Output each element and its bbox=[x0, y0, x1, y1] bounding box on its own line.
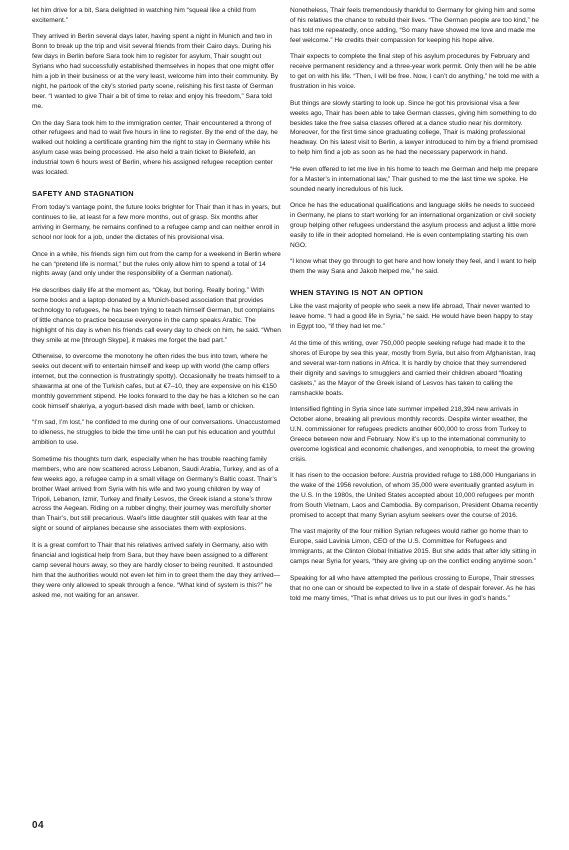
page-number: 04 bbox=[32, 820, 45, 831]
body-paragraph: From today’s vantage point, the future looks brighter for Thair than it has in years, but continues to lie, at least for a few more months, out of grasp. Six months after arriving in Germany, he remains confined to a refugee camp and can neither enroll in school nor look for a job, under the dictates of his provisional visa. bbox=[32, 204, 281, 242]
body-paragraph: “I know what they go through to get here and how lonely they feel, and I want to help them the way Sara and Jakob helped me,” he said. bbox=[290, 258, 537, 276]
body-paragraph: Once in a while, his friends sign him out from the camp for a weekend in Berlin where he can “pretend life is normal,” but the rules only allow him to spend a total of 14 nights away (and only under the responsibility of a German national). bbox=[32, 250, 281, 278]
body-paragraph: But things are slowly starting to look up. Since he got his provisional visa a few weeks ago, Thair has been able to take German classes, giving him something to do besides take the free salsa classes offered at a dance studio near his dormitory. Moreover, for the first time since graduating college, Thair is making professional headway. On his latest visit to Berlin, a lawyer introduced to him by a friend promised to help him find a job as soon as he had the necessary paperwork in hand. bbox=[290, 99, 538, 157]
section-heading-when-staying-is-not-an-option: WHEN STAYING IS NOT AN OPTION bbox=[290, 288, 424, 298]
section-heading-safety-and-stagnation: SAFETY AND STAGNATION bbox=[32, 189, 134, 199]
body-paragraph: On the day Sara took him to the immigration center, Thair encountered a throng of other refugees and had to wait five hours in line to register. By the end of the day, he walked out holding a certificate granting him the right to stay in Germany while his asylum case was being processed. He also held a train ticket to Bielefeld, an industrial town 6 hours west of Berlin, where his assigned refugee reception center was located. bbox=[32, 119, 278, 177]
body-paragraph: It is a great comfort to Thair that his relatives arrived safely in Germany, also with financial and logistical help from Sara, but they have been assigned to a different camp several hours away, so they are hardly closer to being reunited. It astounded him that the authorities would not even let him in to greet them the day they arrived—they were only allowed to speak through a fence. “What kind of system is this?” he asked me, not waiting for an answer. bbox=[32, 541, 281, 599]
body-paragraph: Thair expects to complete the final step of his asylum procedures by February and receive permanent residency and a three-year work permit. Only then will he be able to get on with his life. “Then, I will be free. Now, I can’t do anything,” he told me with a frustration in his voice. bbox=[290, 53, 539, 91]
body-paragraph: Once he has the educational qualifications and language skills he needs to succeed in Germany, he plans to start working for an international organization or civil society group helping other refugees understand the asylum process and adjust a little more easily to life in their adopted homeland. He is even contemplating starting his own NGO. bbox=[290, 202, 536, 250]
body-paragraph: Otherwise, to overcome the monotony he often rides the bus into town, where he seeks out decent wifi to entertain himself and keep up with world (the camp offers internet, but the connection is frustratingly spotty). Occasionally he treats himself to a shawarma at one of the Turkish cafes, but at €7–10, they are expensive on his €150 monthly government stipend. He looks forward to the day he has a kitchen so he can cook himself shakriya, a yogurt-based dish made with beef, lamb or chicken. bbox=[32, 353, 280, 410]
left-column bbox=[32, 6, 281, 607]
body-paragraph: Intensified fighting in Syria since late summer impelled 218,394 new arrivals in October alone, breaking all previous monthly records. Despite winter weather, the U.N. commissioner for refugees predicts another 600,000 to cross from Turkey to Greece between now and February. Now it’s up to the international community to overcome logistical and economic challenges, and xenophobia, to meet the growing crisis. bbox=[290, 405, 535, 463]
body-paragraph: They arrived in Berlin several days later, having spent a night in Munich and two in Bonn to break up the trip and visit several friends from their Cairo days. During his few days in Berlin before Sara took him to register for asylum, Thair sought out Syrians who had successfully established themselves in hopes that one might offer him a job in their business or at the very least, welcome him into their community. By night, he partook of the city’s storied party scene, relishing his first taste of German beer. “I wanted to give Thair a bit of time to relax and enjoy his freedom,” Sara told me. bbox=[32, 33, 279, 111]
body-paragraph: He describes daily life at the moment as, “Okay, but boring. Really boring.” With some books and a laptop donated by a Munich-based association that provides technology to refugees, he has been trying to teach himself German, but complains of little chance to practice because everyone in the camp speaks Arabic. The highlight of his day is when his friends call every day to check on him, he said. “When they smile at me [through Skype], it makes me forget the bad part.” bbox=[32, 286, 281, 344]
body-paragraph: Like the vast majority of people who seek a new life abroad, Thair never wanted to leave home. “I had a good life in Syria,” he said. He would have been happy to stay in Egypt too, “if they had let me.” bbox=[290, 303, 533, 331]
body-paragraph: Sometime his thoughts turn dark, especially when he has trouble reaching family members, who are now scattered across Lebanon, Saudi Arabia, Turkey, and as of a few weeks ago, a refugee camp in a small village on Germany’s Baltic coast. Thair’s brother Wael arrived from Syria with his wife and two young children by way of Tripoli, Lebanon, Izmir, Turkey and finally Lesvos, the Greek island a stone’s throw across the Aegean. Riding on a rubber dinghy, their journey was mercifully shorter than Thair’s, but still precarious. Wael’s little daughter still quakes with fear at the sight or sound of airplanes because she associates them with explosions. bbox=[32, 455, 279, 533]
body-paragraph: “He even offered to let me live in his home to teach me German and help me prepare for a Master’s in international law,” Thair gushed to me the last time we spoke. He sounded nearly incredulous of his luck. bbox=[290, 165, 539, 193]
body-paragraph: At the time of this writing, over 750,000 people seeking refuge had made it to the shores of Europe by sea this year, mostly from Syria, but also from Afghanistan, Iraq and several war-torn nations in Africa. It is hardly by choice that they surrendered their dignity and savings to smugglers and carried their children aboard “floating caskets,” as the Mayor of the Greek island of Lesvos has taken to calling the ramshackle boats. bbox=[290, 339, 536, 397]
body-paragraph: The vast majority of the four million Syrian refugees would rather go home than to Europe, said Lavinia Limon, CEO of the U.S. Committee for Refugees and Immigrants, at the Clinton Global Initiative 2015. But she adds that after idly sitting in camps near Syria for years, “they are giving up on the conflict ending anytime soon.” bbox=[290, 528, 537, 566]
body-paragraph: Speaking for all who have attempted the perilous crossing to Europe, Thair stresses that no one can or should be expected to live in a state of despair forever. As he has told me many times, “That is what drives us to put our lives in god’s hands.” bbox=[290, 574, 536, 602]
body-paragraph: Nonetheless, Thair feels tremendously thankful to Germany for giving him and some of his relatives the chance to rebuild their lives. “The German people are too kind,” he has told me repeatedly, once adding, “So many have showed me love and made me feel welcome.” He credits their compassion for keeping his hope alive. bbox=[290, 7, 539, 44]
body-paragraph: “I’m sad, I’m lost,” he confided to me during one of our conversations. Unaccustomed to idleness, he struggles to bide the time until he can put his education and youthful ambition to use. bbox=[32, 419, 281, 447]
body-paragraph: It has risen to the occasion before: Austria provided refuge to 188,000 Hungarians in the wake of the 1956 revolution, of whom 35,000 were eventually granted asylum in the U.S. In the 1980s, the United States accepted about 10,000 refugees per month from South Vietnam, Laos and Cambodia. By comparison, President Obama recently promised to accept that many Syrian asylum seekers over the course of 2016. bbox=[290, 472, 539, 519]
right-column bbox=[290, 6, 539, 610]
body-paragraph: let him drive for a bit, Sara delighted in watching him “squeal like a child from excitement.” bbox=[32, 7, 256, 24]
